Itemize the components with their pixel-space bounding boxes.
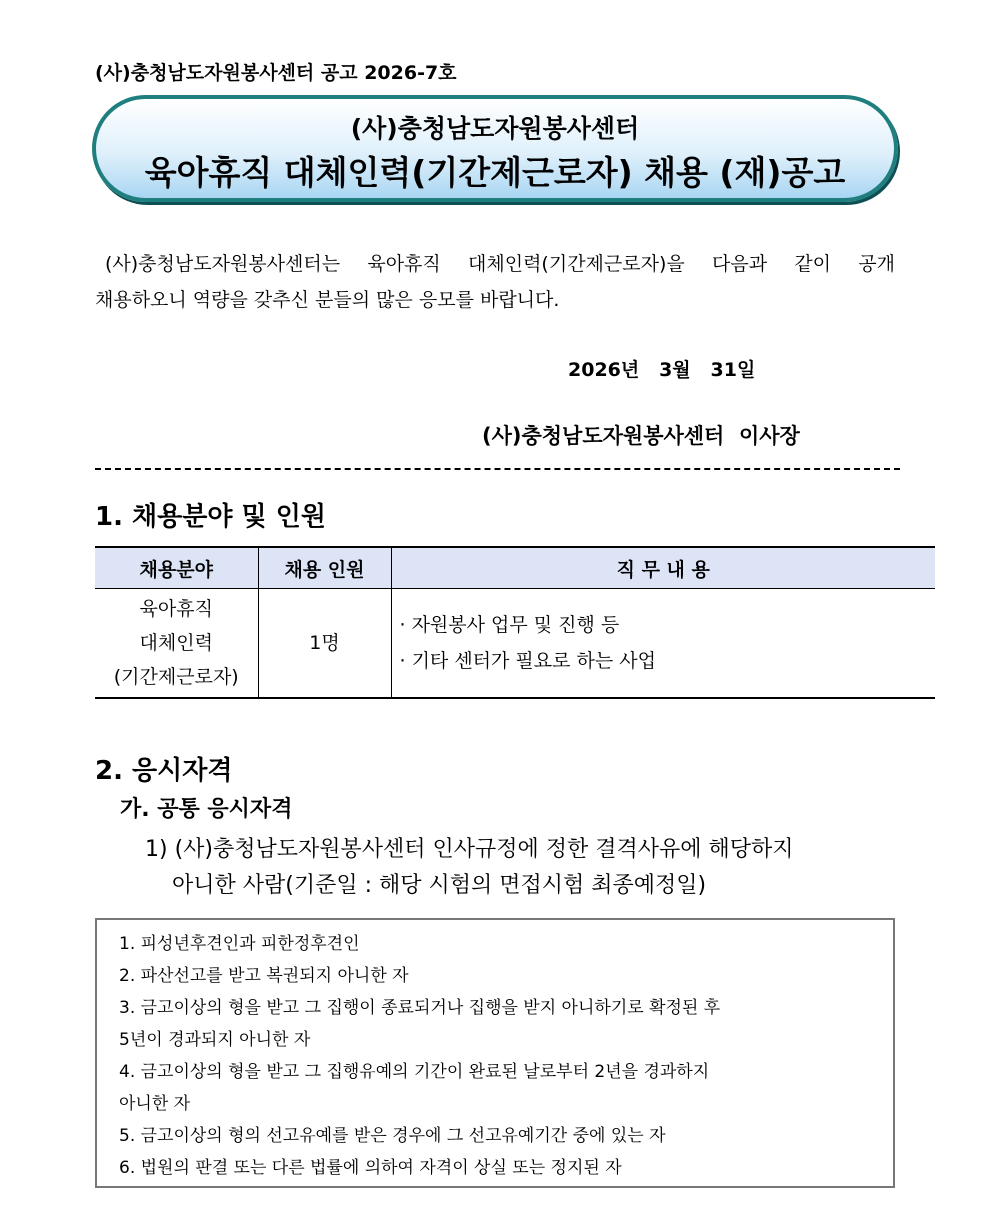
disqualification-box — [95, 918, 895, 1188]
list-item: 3. 금고이상의 형을 받고 그 집행이 종료되거나 집행을 받지 아니하기로 확정된 후 — [119, 998, 721, 1018]
page-title: 육아휴직 대체인력(기간제근로자) 채용 (재)공고 — [144, 153, 846, 192]
dashed-divider — [95, 468, 900, 470]
header-count: 채용 인원 — [258, 547, 391, 589]
intro-line-2: 채용하오니 역량을 갖추신 분들의 많은 응모를 바랍니다. — [95, 289, 560, 311]
field-line: (기간제근로자) — [113, 666, 239, 688]
count-cell: 1명 — [258, 589, 391, 699]
header-duties: 직 무 내 용 — [391, 547, 935, 589]
intro-line-1: (사)충청남도자원봉사센터는 육아휴직 대체인력(기간제근로자)을 다음과 같이 공개 — [105, 253, 895, 275]
qualification-item-line-2: 아니한 사람(기준일 : 해당 시험의 면접시험 최종예정일) — [172, 873, 707, 898]
field-line: 육아휴직 — [139, 598, 213, 620]
list-item: 2. 파산선고를 받고 복권되지 아니한 자 — [119, 966, 409, 986]
table-header-row — [95, 547, 935, 589]
list-item: 1. 피성년후견인과 피한정후견인 — [119, 934, 360, 954]
disqualification-list — [97, 920, 893, 1184]
header-field: 채용분야 — [95, 547, 258, 589]
list-item-continuation: 아니한 자 — [119, 1094, 191, 1114]
list-item: 4. 금고이상의 형을 받고 그 집행유예의 기간이 완료된 날로부터 2년을 경과하지 — [119, 1062, 710, 1082]
title-banner — [92, 95, 898, 202]
field-cell — [95, 589, 258, 699]
duty-item: · 자원봉사 업무 및 진행 등 — [399, 614, 620, 636]
table-row — [95, 589, 935, 699]
list-item: 5. 금고이상의 형의 선고유예를 받은 경우에 그 선고유예기간 중에 있는 자 — [119, 1126, 666, 1146]
notice-number: (사)충청남도자원봉사센터 공고 2026-7호 — [95, 62, 457, 84]
section-1-heading: 1. 채용분야 및 인원 — [95, 502, 326, 532]
list-item: 6. 법원의 판결 또는 다른 법률에 의하여 자격이 상실 또는 정지된 자 — [119, 1158, 622, 1178]
title-organization: (사)충청남도자원봉사센터 — [350, 114, 640, 143]
subsection-heading: 가. 공통 응시자격 — [120, 797, 293, 822]
list-item-continuation: 5년이 경과되지 아니한 자 — [119, 1030, 311, 1050]
recruitment-table — [95, 546, 935, 699]
notice-date: 2026년 3월 31일 — [568, 359, 756, 381]
duties-cell — [391, 589, 935, 699]
duty-item: · 기타 센터가 필요로 하는 사업 — [399, 650, 656, 672]
qualification-item-line-1: 1) (사)충청남도자원봉사센터 인사규정에 정한 결격사유에 해당하지 — [145, 837, 794, 862]
section-2-heading: 2. 응시자격 — [95, 756, 233, 786]
field-line: 대체인력 — [139, 632, 213, 654]
issuer-signature: (사)충청남도자원봉사센터 이사장 — [482, 424, 800, 448]
